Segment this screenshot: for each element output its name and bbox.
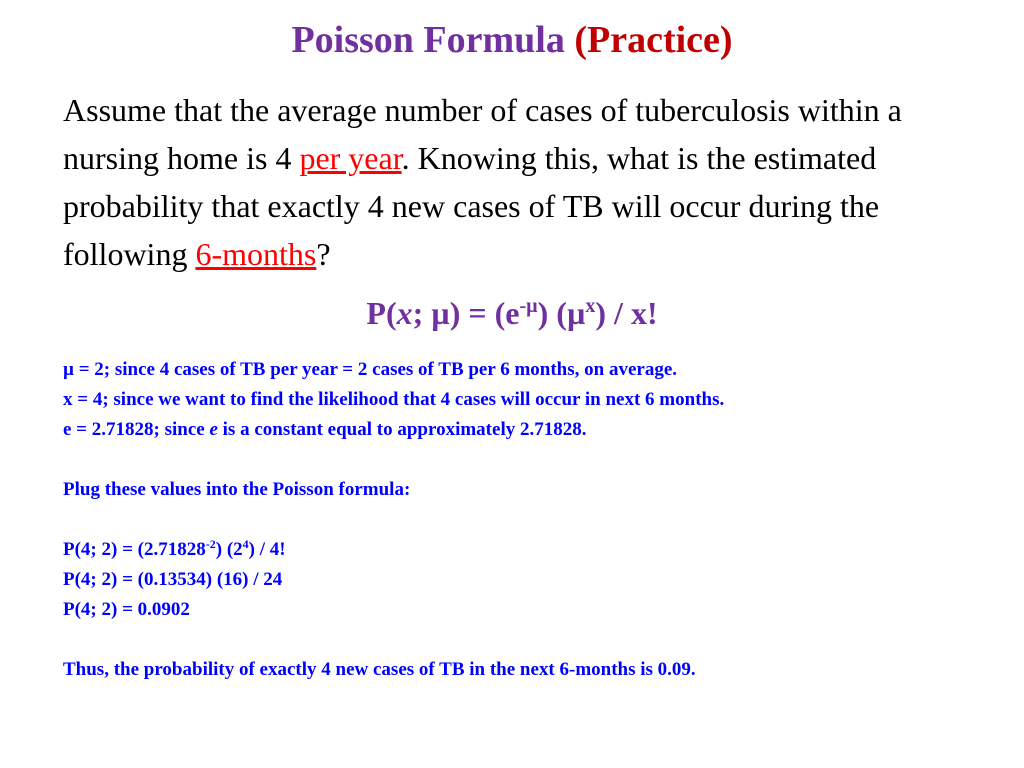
e-definition-var: e xyxy=(209,419,218,440)
formula-exponent-mu: -µ xyxy=(519,295,538,317)
problem-text-1: Assume that the average number of cases of tuberculosis within a nursing home is 4 xyxy=(63,92,902,176)
mu-definition: µ = 2; since 4 cases of TB per year = 2 cases of TB per 6 months, on average. xyxy=(63,359,678,380)
problem-statement xyxy=(63,86,983,278)
formula-lhs-open: P( xyxy=(366,295,397,331)
per-year-highlight: per year xyxy=(299,140,402,176)
step1-b: ) (2 xyxy=(215,539,243,560)
calculation-step-2: P(4; 2) = (0.13534) (16) / 24 xyxy=(63,569,283,590)
formula-mid: ) (µ xyxy=(537,295,586,331)
step1-exponent-1: -2 xyxy=(205,537,216,551)
conclusion: Thus, the probability of exactly 4 new cases of TB in the next 6-months is 0.09. xyxy=(63,659,696,680)
spacer xyxy=(63,445,993,475)
e-definition xyxy=(63,415,993,445)
e-definition-b: is a constant equal to approximately 2.71828. xyxy=(217,419,587,440)
step1-exponent-2: 4 xyxy=(242,537,249,551)
formula-end: ) / x! xyxy=(595,295,658,331)
plug-instruction: Plug these values into the Poisson formula: xyxy=(63,479,411,500)
x-definition: x = 4; since we want to find the likelihood that 4 cases will occur in next 6 months. xyxy=(63,389,725,410)
spacer xyxy=(63,625,993,655)
slide-title-main: Poisson Formula xyxy=(291,19,575,61)
problem-text-3: ? xyxy=(316,236,331,272)
slide-title-accent: (Practice) xyxy=(574,19,733,61)
calculation-step-3: P(4; 2) = 0.0902 xyxy=(63,599,190,620)
spacer xyxy=(63,505,993,535)
solution-block xyxy=(63,355,993,685)
step1-c: ) / 4! xyxy=(248,539,286,560)
calculation-step-1 xyxy=(63,535,993,565)
step1-a: P(4; 2) = (2.71828 xyxy=(63,539,206,560)
e-definition-a: e = 2.71828; since xyxy=(63,419,210,440)
poisson-formula xyxy=(0,288,1024,338)
slide-title xyxy=(0,14,1024,66)
formula-variable-x: x xyxy=(396,295,413,331)
problem-text-2: . Knowing this, what is the estimated probability that exactly 4 new cases of TB will occur during the following xyxy=(63,140,880,272)
formula-lhs-rest: ; µ) = (e xyxy=(412,295,520,331)
six-months-highlight: 6-months xyxy=(195,236,317,272)
formula-exponent-x: x xyxy=(585,295,596,317)
